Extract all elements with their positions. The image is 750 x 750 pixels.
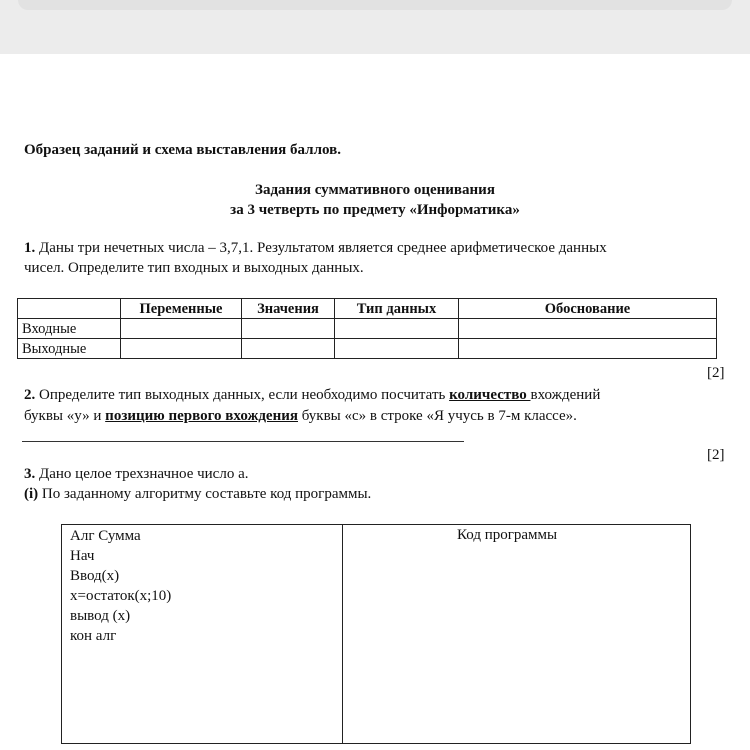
algorithm-line: x=остаток(x;10) [70,588,172,604]
top-background [0,0,750,54]
algorithm-line: вывод (x) [70,608,131,624]
task1-line2: чисел. Определите тип входных и выходных данных. [24,260,364,276]
table-header-row [18,299,717,319]
algorithm-line: Ввод(x) [70,568,120,584]
table-row [18,319,717,339]
code-column-header: Код программы [457,527,558,543]
row-label-output: Выходные [18,339,121,359]
task3-number: 3. [24,466,36,482]
table-cell [242,319,335,339]
task2-underlined-position: позицию первого вхождения [105,408,298,424]
task3-line1 [24,465,248,483]
task3-sub-line [24,485,371,503]
task1-score: [2] [707,365,725,381]
column-divider [342,525,343,743]
task2-text-2b: буквы «с» в строке «Я учусь в 7-м классе». [298,408,577,424]
table-row [18,339,717,359]
task2-line2 [24,407,577,425]
document-heading: Образец заданий и схема выставления баллов. [24,142,341,158]
variables-table [17,298,717,359]
table-cell [459,339,717,359]
title-line-2: за 3 четверть по предмету «Информатика» [230,202,520,218]
table-header-cell: Значения [242,299,335,319]
row-label-input: Входные [18,319,121,339]
task1-line1 [24,239,607,257]
algorithm-line: Алг Сумма [70,528,141,544]
table-header-cell [18,299,121,319]
task3-sub-text: По заданному алгоритму составьте код программы. [41,486,372,502]
task1-text-1: Даны три нечетных числа – 3,7,1. Результатом является среднее арифметическое данных [39,240,607,256]
table-header-cell: Тип данных [335,299,459,319]
title-line-1: Задания суммативного оценивания [255,182,495,198]
task2-text-2a: буквы «у» и [24,408,106,424]
task2-text-1a: Определите тип выходных данных, если необходимо посчитать [39,387,450,403]
table-cell [335,319,459,339]
task1-number: 1. [24,240,36,256]
task2-underlined-quantity: количество [449,387,531,403]
table-cell [242,339,335,359]
task2-number: 2. [24,387,36,403]
table-cell [459,319,717,339]
top-bar [18,0,732,10]
table-header-cell: Обоснование [459,299,717,319]
algorithm-line: Нач [70,548,95,564]
table-header-cell: Переменные [121,299,242,319]
algorithm-line: кон алг [70,628,117,644]
answer-line [22,441,464,442]
table-cell [121,339,242,359]
task2-line1 [24,386,600,404]
table-cell [335,339,459,359]
task3-sub-number: (i) [24,486,39,502]
task2-score: [2] [707,447,725,463]
task3-text: Дано целое трехзначное число а. [39,466,249,482]
algorithm-table [61,524,691,744]
table-cell [121,319,242,339]
task2-text-1b: вхождений [530,387,601,403]
